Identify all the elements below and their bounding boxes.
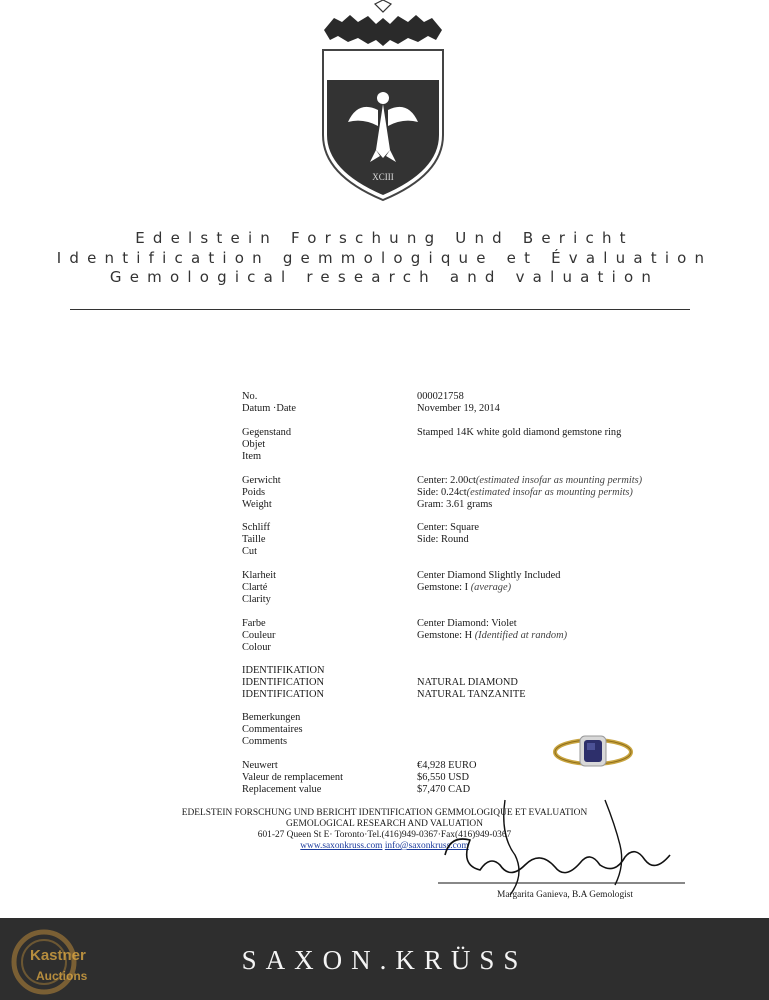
watermark-text2: Auctions (36, 969, 88, 983)
identification-label-de: IDENTIFIKATION (242, 665, 325, 676)
value-euro: €4,928 EURO (417, 760, 477, 771)
value-label-de: Neuwert (242, 760, 278, 771)
colour-value2: Gemstone: H (Identified at random) (417, 630, 568, 641)
item-label-en: Item (242, 451, 262, 462)
clarity-label-fr: Clarté (242, 582, 268, 593)
weight-label-fr: Poids (242, 487, 266, 498)
watermark-text1: Kastner (30, 947, 86, 964)
no-label: No. (242, 391, 258, 402)
auction-watermark (6, 924, 118, 1000)
footer-line2: GEMOLOGICAL RESEARCH AND VALUATION (286, 819, 483, 829)
value-label-fr: Valeur de remplacement (242, 772, 343, 783)
cut-center: Center: Square (417, 522, 480, 533)
clarity-label-en: Clarity (242, 594, 271, 605)
brand-name: SAXON.KRÜSS (241, 945, 528, 975)
colour-value1: Center Diamond: Violet (417, 618, 517, 629)
cut-label-fr: Taille (242, 534, 266, 545)
footer-address: 601-27 Queen St E· Toronto·Tel.(416)949-0367·Fax(416)949-0367 (257, 830, 512, 840)
clarity-label-de: Klarheit (242, 570, 277, 581)
value-label-en: Replacement value (242, 784, 322, 795)
clarity-value1: Center Diamond Slightly Included (417, 570, 561, 581)
no-value: 000021758 (417, 391, 464, 402)
comments-label-en: Comments (242, 736, 288, 747)
header-french: Identification gemmologique et Évaluation (56, 249, 713, 267)
weight-side-note: (estimated insofar as mounting permits) (466, 487, 633, 498)
website-link[interactable]: www.saxonkruss.com (300, 841, 383, 851)
item-label-fr: Objet (242, 439, 266, 450)
identification-label-en: IDENTIFICATION (242, 689, 324, 700)
header-german: Edelstein Forschung Und Bericht (135, 229, 634, 247)
item-label-de: Gegenstand (242, 427, 292, 438)
identification-value2: NATURAL TANZANITE (417, 689, 526, 700)
colour-label-de: Farbe (242, 618, 266, 629)
cut-side: Side: Round (417, 534, 469, 545)
identification-label-fr: IDENTIFICATION (242, 677, 324, 688)
weight-label-de: Gerwicht (242, 475, 281, 486)
cut-label-de: Schliff (242, 522, 271, 533)
weight-side: Side: 0.24ct(estimated insofar as mounting permits) (417, 487, 633, 498)
item-value: Stamped 14K white gold diamond gemstone ring (417, 427, 622, 438)
comments-label-fr: Commentaires (242, 724, 303, 735)
header-english: Gemological research and valuation (109, 268, 660, 286)
date-value: November 19, 2014 (417, 403, 500, 414)
value-usd: $6,550 USD (417, 772, 469, 783)
value-cad: $7,470 CAD (417, 784, 471, 795)
colour-label-fr: Couleur (242, 630, 276, 641)
signatory-name: Margarita Ganieva, B.A Gemologist (497, 890, 633, 900)
cut-label-en: Cut (242, 546, 258, 557)
weight-label-en: Weight (242, 499, 272, 510)
crest-numeral: XCIII (372, 172, 394, 182)
identification-value1: NATURAL DIAMOND (417, 677, 518, 688)
crest-emblem (318, 0, 448, 205)
date-label: Datum ·Date (242, 403, 296, 414)
signature (430, 795, 690, 905)
clarity-value2: Gemstone: I (average) (417, 582, 512, 593)
comments-label-de: Bemerkungen (242, 712, 301, 723)
weight-gram: Gram: 3.61 grams (417, 499, 493, 510)
email-link[interactable]: info@saxonkruss.com (384, 841, 469, 851)
colour-label-en: Colour (242, 642, 271, 653)
weight-center-note: (estimated insofar as mounting permits) (475, 475, 643, 486)
weight-center: Center: 2.00ct(estimated insofar as mounting permits) (417, 475, 643, 486)
header-divider (70, 309, 690, 310)
ring-photo (553, 722, 633, 782)
footer-line1: EDELSTEIN FORSCHUNG UND BERICHT IDENTIFICATION GEMMOLOGIQUE ET EVALUATION (181, 808, 588, 818)
